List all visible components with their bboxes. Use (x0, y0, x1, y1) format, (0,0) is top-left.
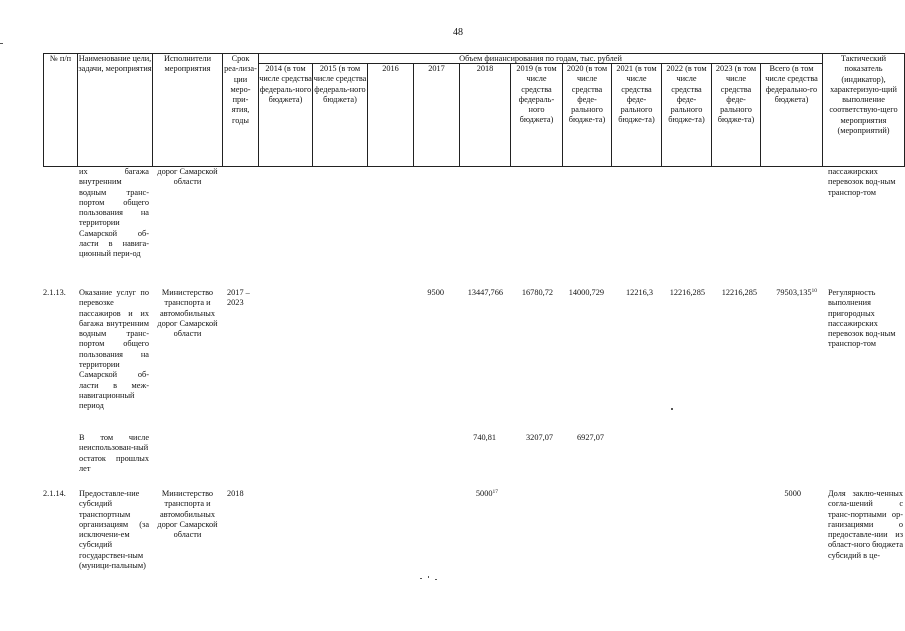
header-indicator: Тактический показатель (индикатор), характеризую-щий выполнение соответствую-щего мероприятия (мероприятий) (829, 54, 898, 136)
continued-row-name: их багажа внутренним водным транс-портом общего пользования на территории Самарской об-ласти в навига-ционный пери-од (79, 167, 149, 259)
header-year-2015: 2015 (в том числе средства федераль-ного бюджета) (313, 64, 367, 104)
row-2114-indicator: Доля заклю-ченных согла-шений с транс-портными ор-ганизациями о предоставле-нии из област-ного бюджета субсидий в це- (828, 489, 903, 560)
row-2113-value-2019: 16780,72 (521, 288, 553, 297)
continued-row-executors: дорог Самарской области (157, 167, 218, 187)
scan-dot (435, 579, 437, 580)
header-year-2017: 2017 (428, 64, 445, 73)
row-2113-value-2023: 12216,285 (721, 288, 757, 297)
header-col-number: № п/п (49, 54, 72, 63)
row-2113-term: 2017 – 2023 (227, 288, 250, 308)
header-year-2014: 2014 (в том числе средства федераль-ного бюджета) (259, 64, 312, 104)
row-2113-total-value: 79503,135 (776, 288, 812, 297)
scan-dot (420, 578, 422, 579)
scan-mark (0, 43, 3, 44)
row-2113-executors: Министерство транспорта и автомобильных дорог Самарской области (157, 288, 218, 339)
row-2113-value-2022: 12216,285 (669, 288, 705, 297)
row-2113-value-2017: 9500 (427, 288, 444, 297)
row-unused-value-2020: 6927,07 (577, 433, 604, 442)
row-2114-term: 2018 (227, 489, 244, 498)
row-2114-total: 5000 (784, 489, 801, 498)
header-year-2020: 2020 (в том числе средства феде-рального бюдже-та) (566, 64, 608, 125)
row-2113-value-2018: 13447,766 (467, 288, 503, 297)
row-2113-value-2020: 14000,729 (568, 288, 604, 297)
scan-dot (671, 408, 673, 410)
row-2113-name: Оказание услуг по перевозке пассажиров и их багажа внутренним водным транс-портом общего пользования на территории Самарской об-ласти в меж-навигационный период (79, 288, 149, 411)
header-year-2023: 2023 (в том числе средства феде-рального бюдже-та) (715, 64, 757, 125)
header-year-2019: 2019 (в том числе средства федераль-ного бюджета) (516, 64, 557, 125)
header-funding-title: Объем финансирования по годам, тыс. рублей (459, 54, 622, 63)
page-number: 48 (453, 27, 463, 38)
row-2114-value-2018-amount: 5000 (475, 489, 493, 498)
row-2113-total-footnote: 10 (811, 288, 817, 294)
row-unused-value-2019: 3207,07 (526, 433, 553, 442)
row-2114-executors: Министерство транспорта и автомобильных дорог Самарской области (157, 489, 218, 540)
row-2113-number: 2.1.13. (43, 288, 66, 297)
header-year-2022: 2022 (в том числе средства феде-рального бюдже-та) (666, 64, 707, 125)
row-2114-number: 2.1.14. (43, 489, 66, 498)
header-col-term: Срок реа-лиза-ции меро-при-ятия, годы (224, 54, 257, 125)
header-total: Всего (в том числе средства федерально-го бюджета) (765, 64, 818, 104)
row-2114-value-2018 (460, 489, 498, 499)
row-2114-value-2018-footnote: 17 (492, 489, 498, 495)
header-col-executors: Исполнители мероприятия (163, 54, 212, 74)
row-unused-value-2018: 740,81 (473, 433, 496, 442)
continued-row-indicator: пассажирских перевозок вод-ным транспор-том (828, 167, 896, 197)
scan-dot (428, 576, 429, 578)
row-2113-value-2021: 12216,3 (626, 288, 653, 297)
header-year-2018: 2018 (476, 64, 494, 73)
row-2114-name: Предоставле-ние субсидий транспортным организациям (за исключени-ем субсидий государствен-ным (муници-пальным) (79, 489, 149, 571)
row-2113-total (761, 288, 817, 298)
header-col-name: Наименование цели, задачи, мероприятия (78, 54, 152, 74)
header-year-2016: 2016 (382, 64, 399, 73)
row-unused-name: В том числе неиспользован-ный остаток прошлых лет (79, 433, 149, 473)
header-year-2021: 2021 (в том числе средства феде-рального бюдже-та) (616, 64, 657, 125)
row-2113-indicator: Регулярность выполнения пригородных пассажирских перевозок вод-ным транспор-том (828, 288, 896, 349)
